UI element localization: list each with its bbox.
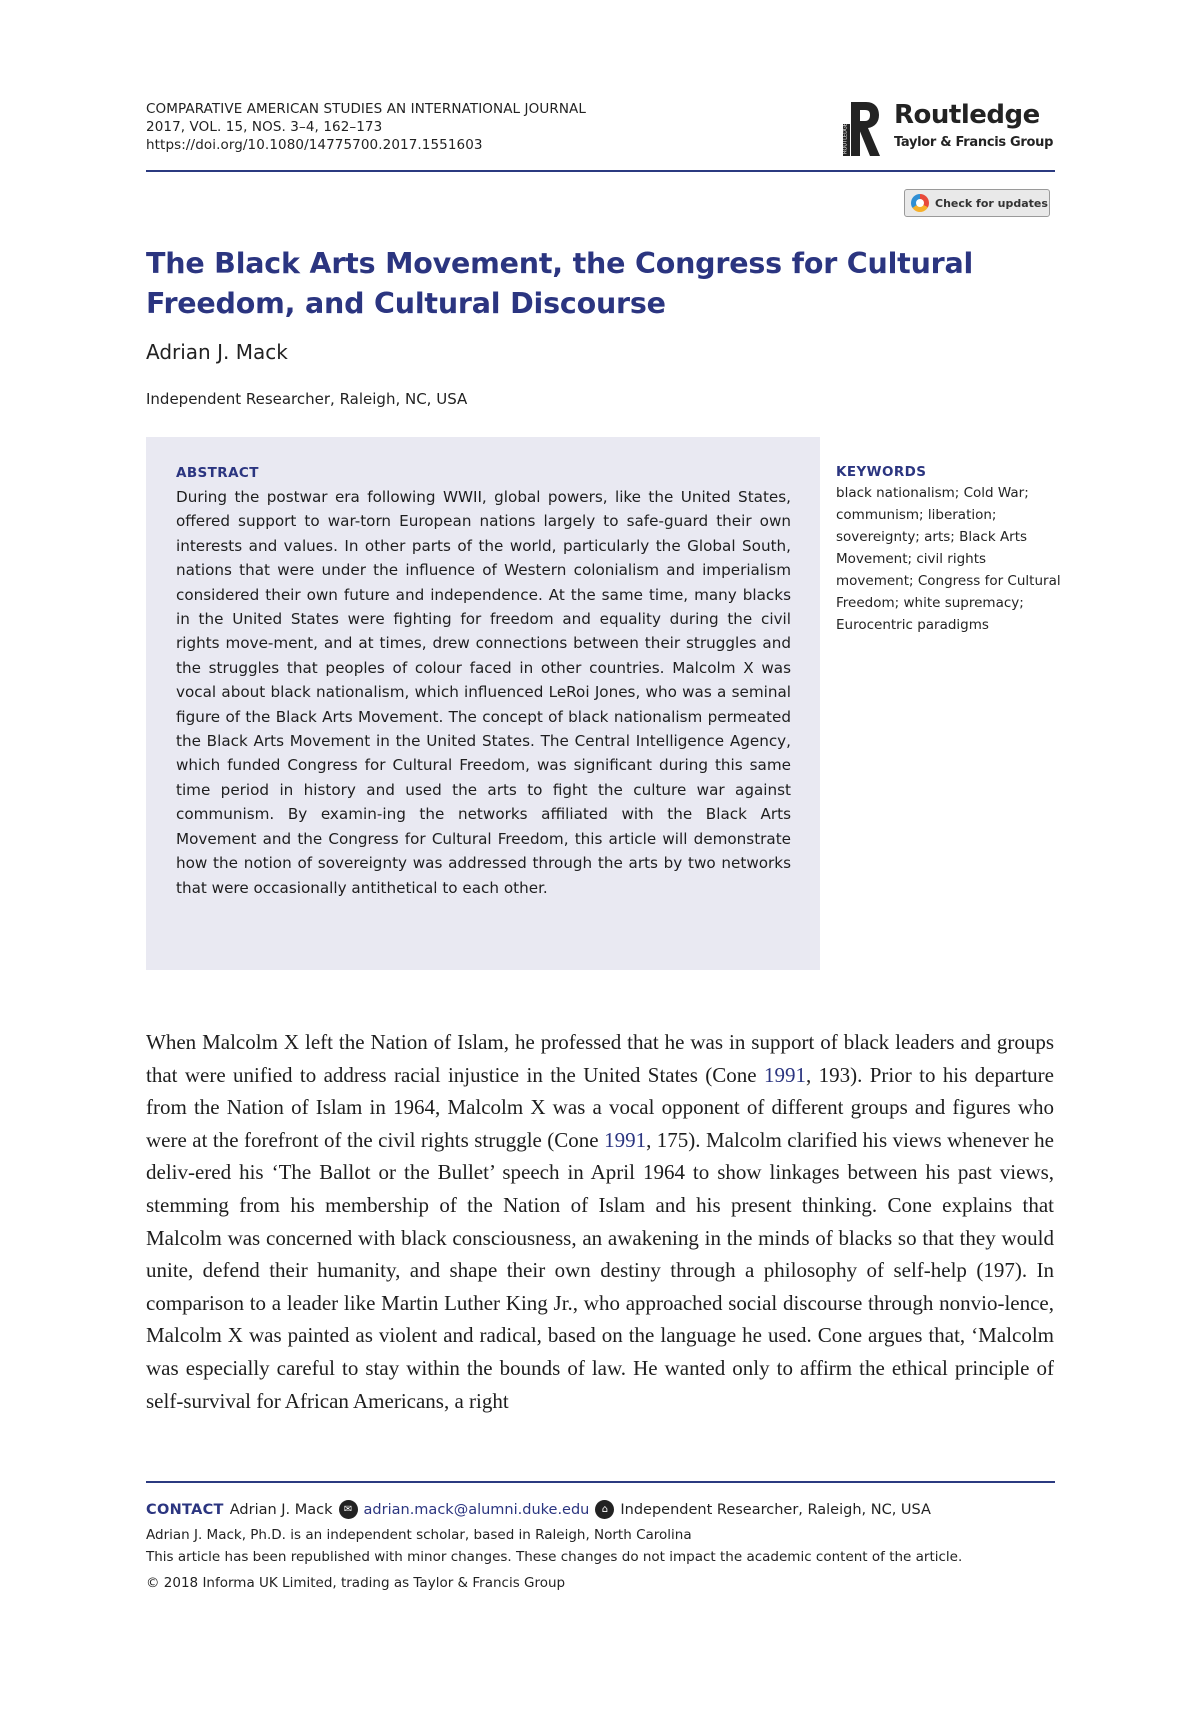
routledge-logo[interactable] [842, 98, 1057, 160]
article-title: The Black Arts Movement, the Congress for Cultural Freedom, and Cultural Discourse [146, 247, 974, 320]
abstract-box [146, 437, 820, 970]
header-divider [146, 170, 1055, 172]
address-icon: ⌂ [595, 1500, 614, 1519]
publisher-name: Routledge [894, 100, 1040, 130]
check-for-updates-label: Check for updates [935, 196, 1048, 210]
contact-label: CONTACT [146, 1501, 224, 1518]
republish-note: This article has been republished with minor changes. These changes do not impact the academic content of the article. [146, 1549, 963, 1565]
svg-text:ROUTLEDGE: ROUTLEDGE [842, 123, 849, 154]
body-text-3: , 175). Malcolm clarified his views whenever he deliv-ered his ‘The Ballot or the Bullet’ speech in April 1964 to show linkages between his past views, stemming from his membership of the Nation of Islam and his present thinking. Cone explains that Malcolm was concerned with black consciousness, an awakening in the minds of blacks so that they would unite, defend their humanity, and shape their own destiny through a philosophy of self-help (197). In comparison to a leader like Martin Luther King Jr., who approached social discourse through nonvio-lence, Malcolm X was painted as violent and radical, based on the language he used. Cone argues that, ‘Malcolm was especially careful to stay within the bounds of law. He wanted only to affirm the ethical principle of self-survival for African Americans, a right [146, 1127, 1054, 1413]
contact-email-link[interactable]: adrian.mack@alumni.duke.edu [363, 1501, 590, 1518]
keywords-heading: KEYWORDS [836, 464, 927, 480]
email-icon: ✉ [339, 1500, 358, 1519]
journal-name: COMPARATIVE AMERICAN STUDIES AN INTERNATIONAL JOURNAL [146, 101, 586, 117]
author-bio: Adrian J. Mack, Ph.D. is an independent scholar, based in Raleigh, North Carolina [146, 1527, 692, 1543]
body-text-2: , 193). Prior to his departure from the Nation of Islam in 1964, Malcolm X was a vocal opponent of different groups and figures who were at the forefront of the civil rights struggle (Cone [146, 1062, 1054, 1152]
abstract-heading: ABSTRACT [176, 465, 259, 481]
author-name[interactable]: Adrian J. Mack [146, 340, 288, 364]
copyright-notice: © 2018 Informa UK Limited, trading as Taylor & Francis Group [146, 1575, 566, 1591]
citation-link[interactable]: 1991 [604, 1127, 647, 1152]
contact-name: Adrian J. Mack [229, 1501, 333, 1518]
author-affiliation: Independent Researcher, Raleigh, NC, USA [146, 390, 468, 408]
keywords-list: black nationalism; Cold War; communism; liberation; sovereignty; arts; Black Arts Movement; civil rights movement; Congress for Cultural Freedom; white supremacy; Eurocentric paradigms [836, 485, 1061, 633]
keywords-section [836, 464, 1066, 636]
contact-affiliation: Independent Researcher, Raleigh, NC, USA [620, 1501, 931, 1518]
abstract-text: During the postwar era following WWII, global powers, like the United States, offered support to war-torn European nations largely to safe-guard their own interests and values. In other parts of the world, particularly the Global South, nations that were under the influence of Western colonialism and imperialism considered their own future and independence. At the same time, many blacks in the United States were fighting for freedom and equality during the civil rights move-ment, and at times, drew connections between their struggles and the struggles that peoples of colour faced in other countries. Malcolm X was vocal about black nationalism, which influenced LeRoi Jones, who was a seminal figure of the Black Arts Movement. The concept of black nationalism permeated the Black Arts Movement in the United States. The Central Intelligence Agency, which funded Congress for Cultural Freedom, was significant during this same time period in history and used the arts to fight the culture war against communism. By examin-ing the networks affiliated with the Black Arts Movement and the Congress for Cultural Freedom, this article will demonstrate how the notion of sovereignty was addressed through the arts by two networks that were occasionally antithetical to each other. [176, 488, 791, 897]
volume-info: 2017, VOL. 15, NOS. 3–4, 162–173 [146, 119, 383, 135]
contact-line [146, 1500, 931, 1519]
check-for-updates-button[interactable] [904, 189, 1050, 217]
footer-divider [146, 1481, 1055, 1483]
body-paragraph [146, 1026, 1054, 1417]
doi-link[interactable]: https://doi.org/10.1080/14775700.2017.1551603 [146, 137, 483, 153]
citation-link[interactable]: 1991 [764, 1062, 806, 1087]
body-text-1: When Malcolm X left the Nation of Islam, he professed that he was in support of black leaders and groups that were unified to address racial injustice in the United States (Cone [146, 1030, 1054, 1087]
crossmark-icon [911, 194, 929, 212]
publisher-group: Taylor & Francis Group [894, 135, 1054, 150]
routledge-r-icon [842, 98, 882, 160]
